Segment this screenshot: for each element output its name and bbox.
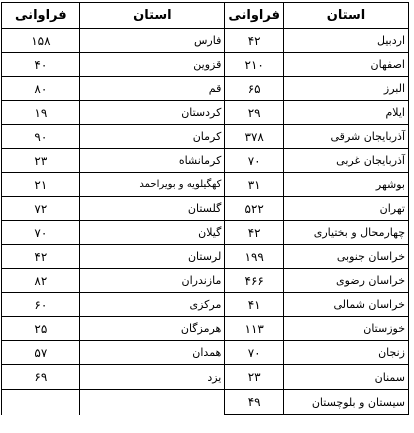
- province-cell: کردستان: [80, 101, 225, 125]
- header-frequency: فراوانی: [2, 3, 80, 29]
- frequency-cell: ۵۷: [2, 341, 80, 365]
- table-row: [2, 53, 409, 77]
- province-cell: کرمانشاه: [80, 149, 225, 173]
- frequency-cell: ۲۱۰: [225, 53, 284, 77]
- frequency-cell: ۳۱: [225, 173, 284, 197]
- province-cell: کرمان: [80, 125, 225, 149]
- province-cell: همدان: [80, 341, 225, 365]
- frequency-cell: ۲۳: [2, 149, 80, 173]
- table-row: [2, 125, 409, 149]
- frequency-cell: ۷۲: [2, 197, 80, 221]
- frequency-cell: ۷۰: [225, 341, 284, 365]
- frequency-cell: ۱۵۸: [2, 29, 80, 53]
- province-cell: آذربایجان شرقی: [284, 125, 409, 149]
- province-cell: یزد: [80, 365, 225, 390]
- empty-cell: [2, 390, 80, 415]
- frequency-cell: ۴۲: [225, 221, 284, 245]
- frequency-cell: ۵۲۲: [225, 197, 284, 221]
- table-row: [2, 317, 409, 341]
- frequency-cell: ۲۵: [2, 317, 80, 341]
- frequency-cell: ۴۱: [225, 293, 284, 317]
- frequency-cell: ۴۲: [2, 245, 80, 269]
- header-province: استان: [80, 3, 225, 29]
- table-row: [2, 269, 409, 293]
- province-cell: اردبیل: [284, 29, 409, 53]
- province-cell: گلستان: [80, 197, 225, 221]
- frequency-cell: ۹۰: [2, 125, 80, 149]
- province-cell: خراسان شمالی: [284, 293, 409, 317]
- table-row: [2, 390, 409, 415]
- province-frequency-table: [1, 2, 409, 415]
- frequency-cell: ۶۹: [2, 365, 80, 390]
- table-row: [2, 245, 409, 269]
- frequency-cell: ۴۶۶: [225, 269, 284, 293]
- table-row: [2, 197, 409, 221]
- header-province: استان: [284, 3, 409, 29]
- frequency-cell: ۴۲: [225, 29, 284, 53]
- table-row: [2, 293, 409, 317]
- frequency-cell: ۶۵: [225, 77, 284, 101]
- frequency-cell: ۱۱۳: [225, 317, 284, 341]
- header-frequency: فراوانی: [225, 3, 284, 29]
- table-row: [2, 77, 409, 101]
- province-cell: چهارمحال و بختیاری: [284, 221, 409, 245]
- province-cell: سیستان و بلوچستان: [284, 390, 409, 415]
- table-row: [2, 221, 409, 245]
- frequency-cell: ۱۹۹: [225, 245, 284, 269]
- frequency-cell: ۲۹: [225, 101, 284, 125]
- province-cell: خوزستان: [284, 317, 409, 341]
- frequency-cell: ۲۳: [225, 365, 284, 390]
- province-cell: زنجان: [284, 341, 409, 365]
- table-header-row: [2, 3, 409, 29]
- table-row: [2, 173, 409, 197]
- table-row: [2, 341, 409, 365]
- table-row: [2, 29, 409, 53]
- table-row: [2, 101, 409, 125]
- province-cell: گیلان: [80, 221, 225, 245]
- province-cell: اصفهان: [284, 53, 409, 77]
- frequency-cell: ۱۹: [2, 101, 80, 125]
- frequency-cell: ۳۷۸: [225, 125, 284, 149]
- province-cell: قزوین: [80, 53, 225, 77]
- province-cell: هرمزگان: [80, 317, 225, 341]
- frequency-cell: ۶۰: [2, 293, 80, 317]
- province-cell: مرکزی: [80, 293, 225, 317]
- frequency-cell: ۷۰: [2, 221, 80, 245]
- frequency-cell: ۴۰: [2, 53, 80, 77]
- province-cell: خراسان رضوی: [284, 269, 409, 293]
- province-cell: خراسان جنوبی: [284, 245, 409, 269]
- province-cell: کهگیلویه و بویراحمد: [80, 173, 225, 197]
- frequency-cell: ۸۰: [2, 77, 80, 101]
- table-row: [2, 149, 409, 173]
- province-cell: فارس: [80, 29, 225, 53]
- province-cell: تهران: [284, 197, 409, 221]
- frequency-cell: ۷۰: [225, 149, 284, 173]
- province-cell: سمنان: [284, 365, 409, 390]
- province-cell: مازندران: [80, 269, 225, 293]
- province-cell: ایلام: [284, 101, 409, 125]
- frequency-cell: ۲۱: [2, 173, 80, 197]
- province-cell: آذربایجان غربی: [284, 149, 409, 173]
- province-cell: البرز: [284, 77, 409, 101]
- province-cell: قم: [80, 77, 225, 101]
- table-row: [2, 365, 409, 390]
- empty-cell: [80, 390, 225, 415]
- province-cell: بوشهر: [284, 173, 409, 197]
- province-cell: لرستان: [80, 245, 225, 269]
- frequency-cell: ۴۹: [225, 390, 284, 415]
- frequency-cell: ۸۲: [2, 269, 80, 293]
